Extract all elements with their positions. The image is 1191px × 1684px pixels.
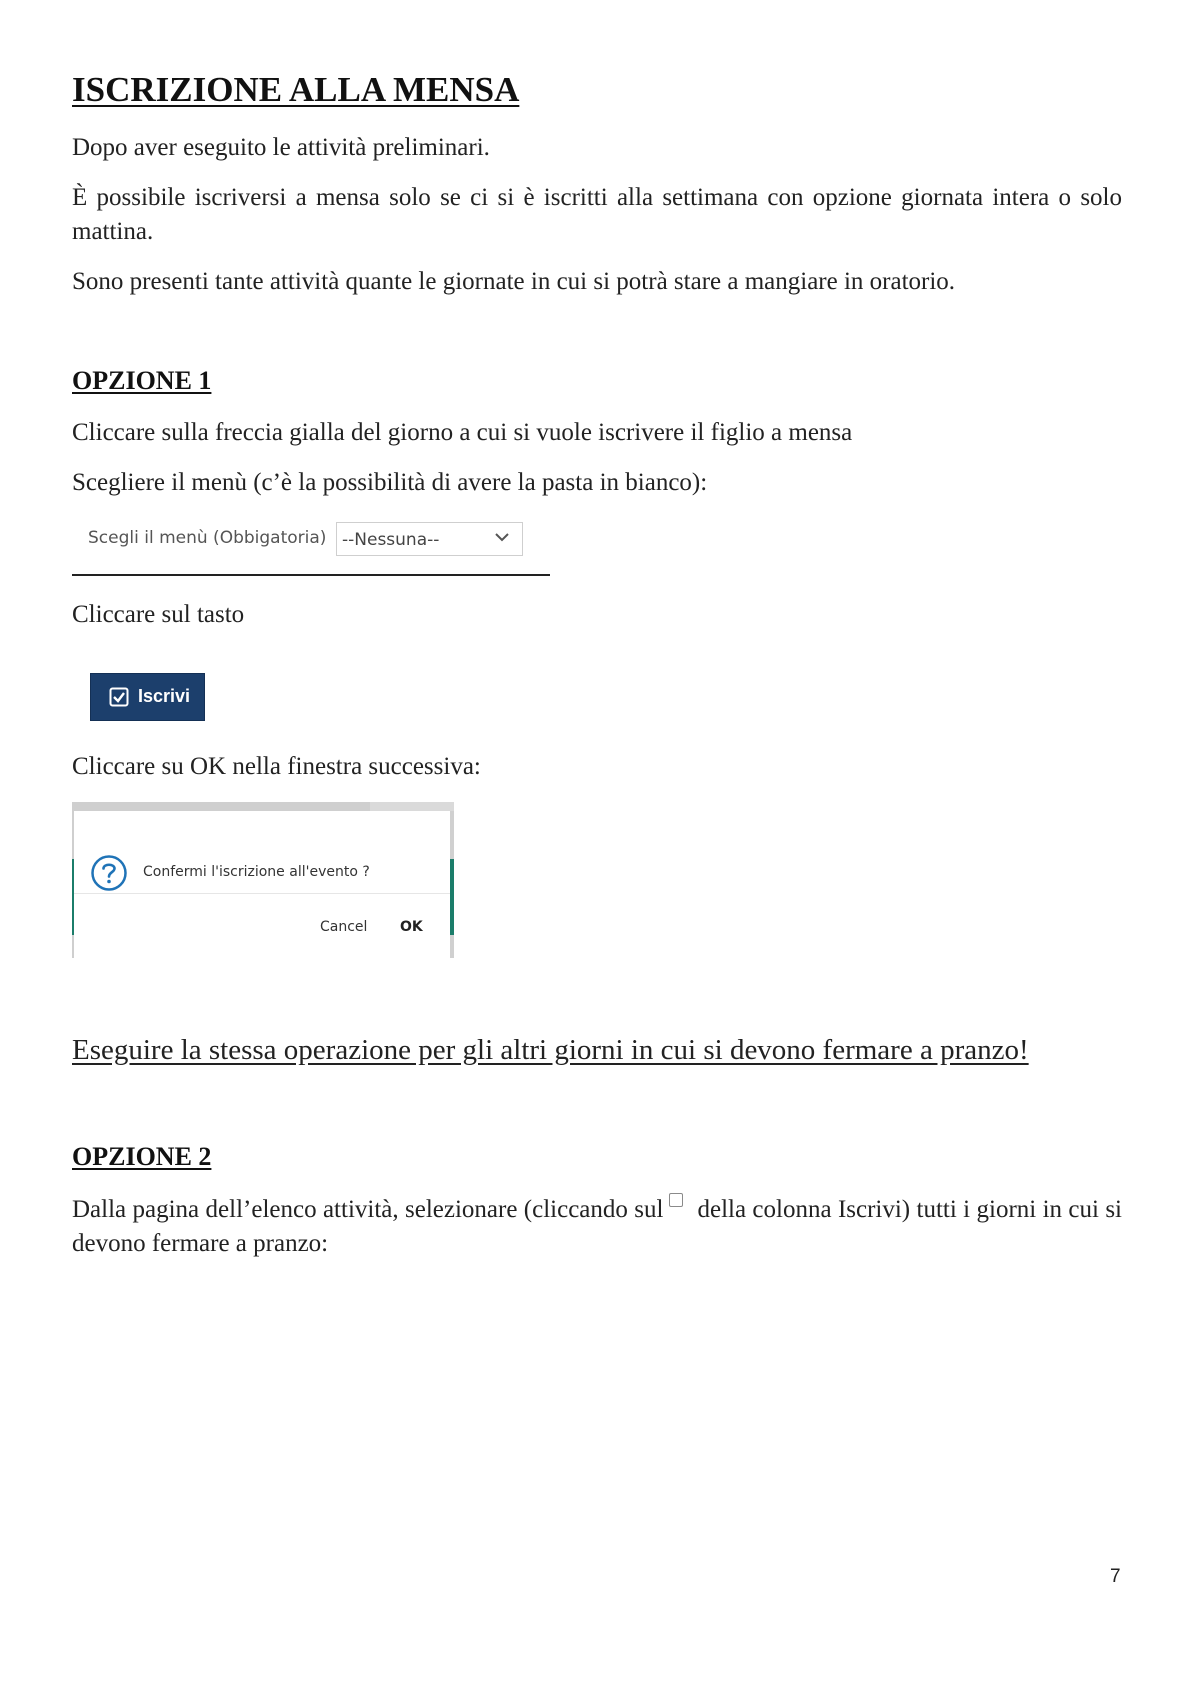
page-title: ISCRIZIONE ALLA MENSA bbox=[72, 70, 520, 109]
dialog-accent-right bbox=[450, 859, 454, 935]
option2-heading: OPZIONE 2 bbox=[72, 1142, 212, 1171]
ok-button[interactable]: OK bbox=[400, 919, 423, 935]
dialog-message: Confermi l'iscrizione all'evento ? bbox=[143, 864, 370, 880]
cancel-button[interactable]: Cancel bbox=[320, 919, 368, 935]
divider bbox=[72, 574, 550, 576]
confirm-dialog bbox=[72, 802, 454, 958]
checkbox-icon bbox=[669, 1193, 683, 1207]
menu-select-label: Scegli il menù (Obbigatoria) bbox=[88, 528, 327, 548]
option1-step3: Cliccare sul tasto bbox=[72, 601, 245, 628]
repeat-note: Eseguire la stessa operazione per gli altri giorni in cui si devono fermare a pranzo! bbox=[72, 1034, 1029, 1066]
dialog-separator bbox=[74, 893, 450, 894]
intro-paragraph-1: Dopo aver eseguito le attività preliminari. bbox=[72, 134, 490, 161]
iscrivi-button-label: Iscrivi bbox=[138, 686, 191, 706]
dialog-top-edge-right bbox=[370, 802, 454, 811]
page-number: 7 bbox=[1110, 1566, 1121, 1587]
option2-text-after: della colonna Iscrivi) tutti i giorni in cui si devono fermare a pranzo: bbox=[72, 1196, 1123, 1257]
option1-step1: Cliccare sulla freccia gialla del giorno a cui si vuole iscrivere il figlio a mensa bbox=[72, 419, 853, 446]
menu-select-value: --Nessuna-- bbox=[342, 530, 440, 550]
dialog-accent-left bbox=[72, 859, 74, 935]
question-icon bbox=[90, 854, 128, 892]
option2-paragraph bbox=[72, 1193, 1122, 1261]
option1-step4: Cliccare su OK nella finestra successiva: bbox=[72, 753, 481, 780]
option2-text-before: Dalla pagina dell’elenco attività, selezionare (cliccando sul bbox=[72, 1196, 664, 1223]
option1-heading: OPZIONE 1 bbox=[72, 366, 212, 395]
intro-paragraph-2: È possibile iscriversi a mensa solo se ci si è iscritti alla settimana con opzione giornata intera o solo mattina. bbox=[72, 184, 1122, 245]
iscrivi-button[interactable] bbox=[90, 673, 205, 721]
option1-step2: Scegliere il menù (c’è la possibilità di avere la pasta in bianco): bbox=[72, 469, 708, 496]
menu-select[interactable] bbox=[336, 522, 523, 556]
chevron-down-icon bbox=[494, 531, 510, 543]
checkbox-checked-icon bbox=[109, 687, 129, 707]
intro-paragraph-3: Sono presenti tante attività quante le giornate in cui si potrà stare a mangiare in oratorio. bbox=[72, 268, 956, 295]
